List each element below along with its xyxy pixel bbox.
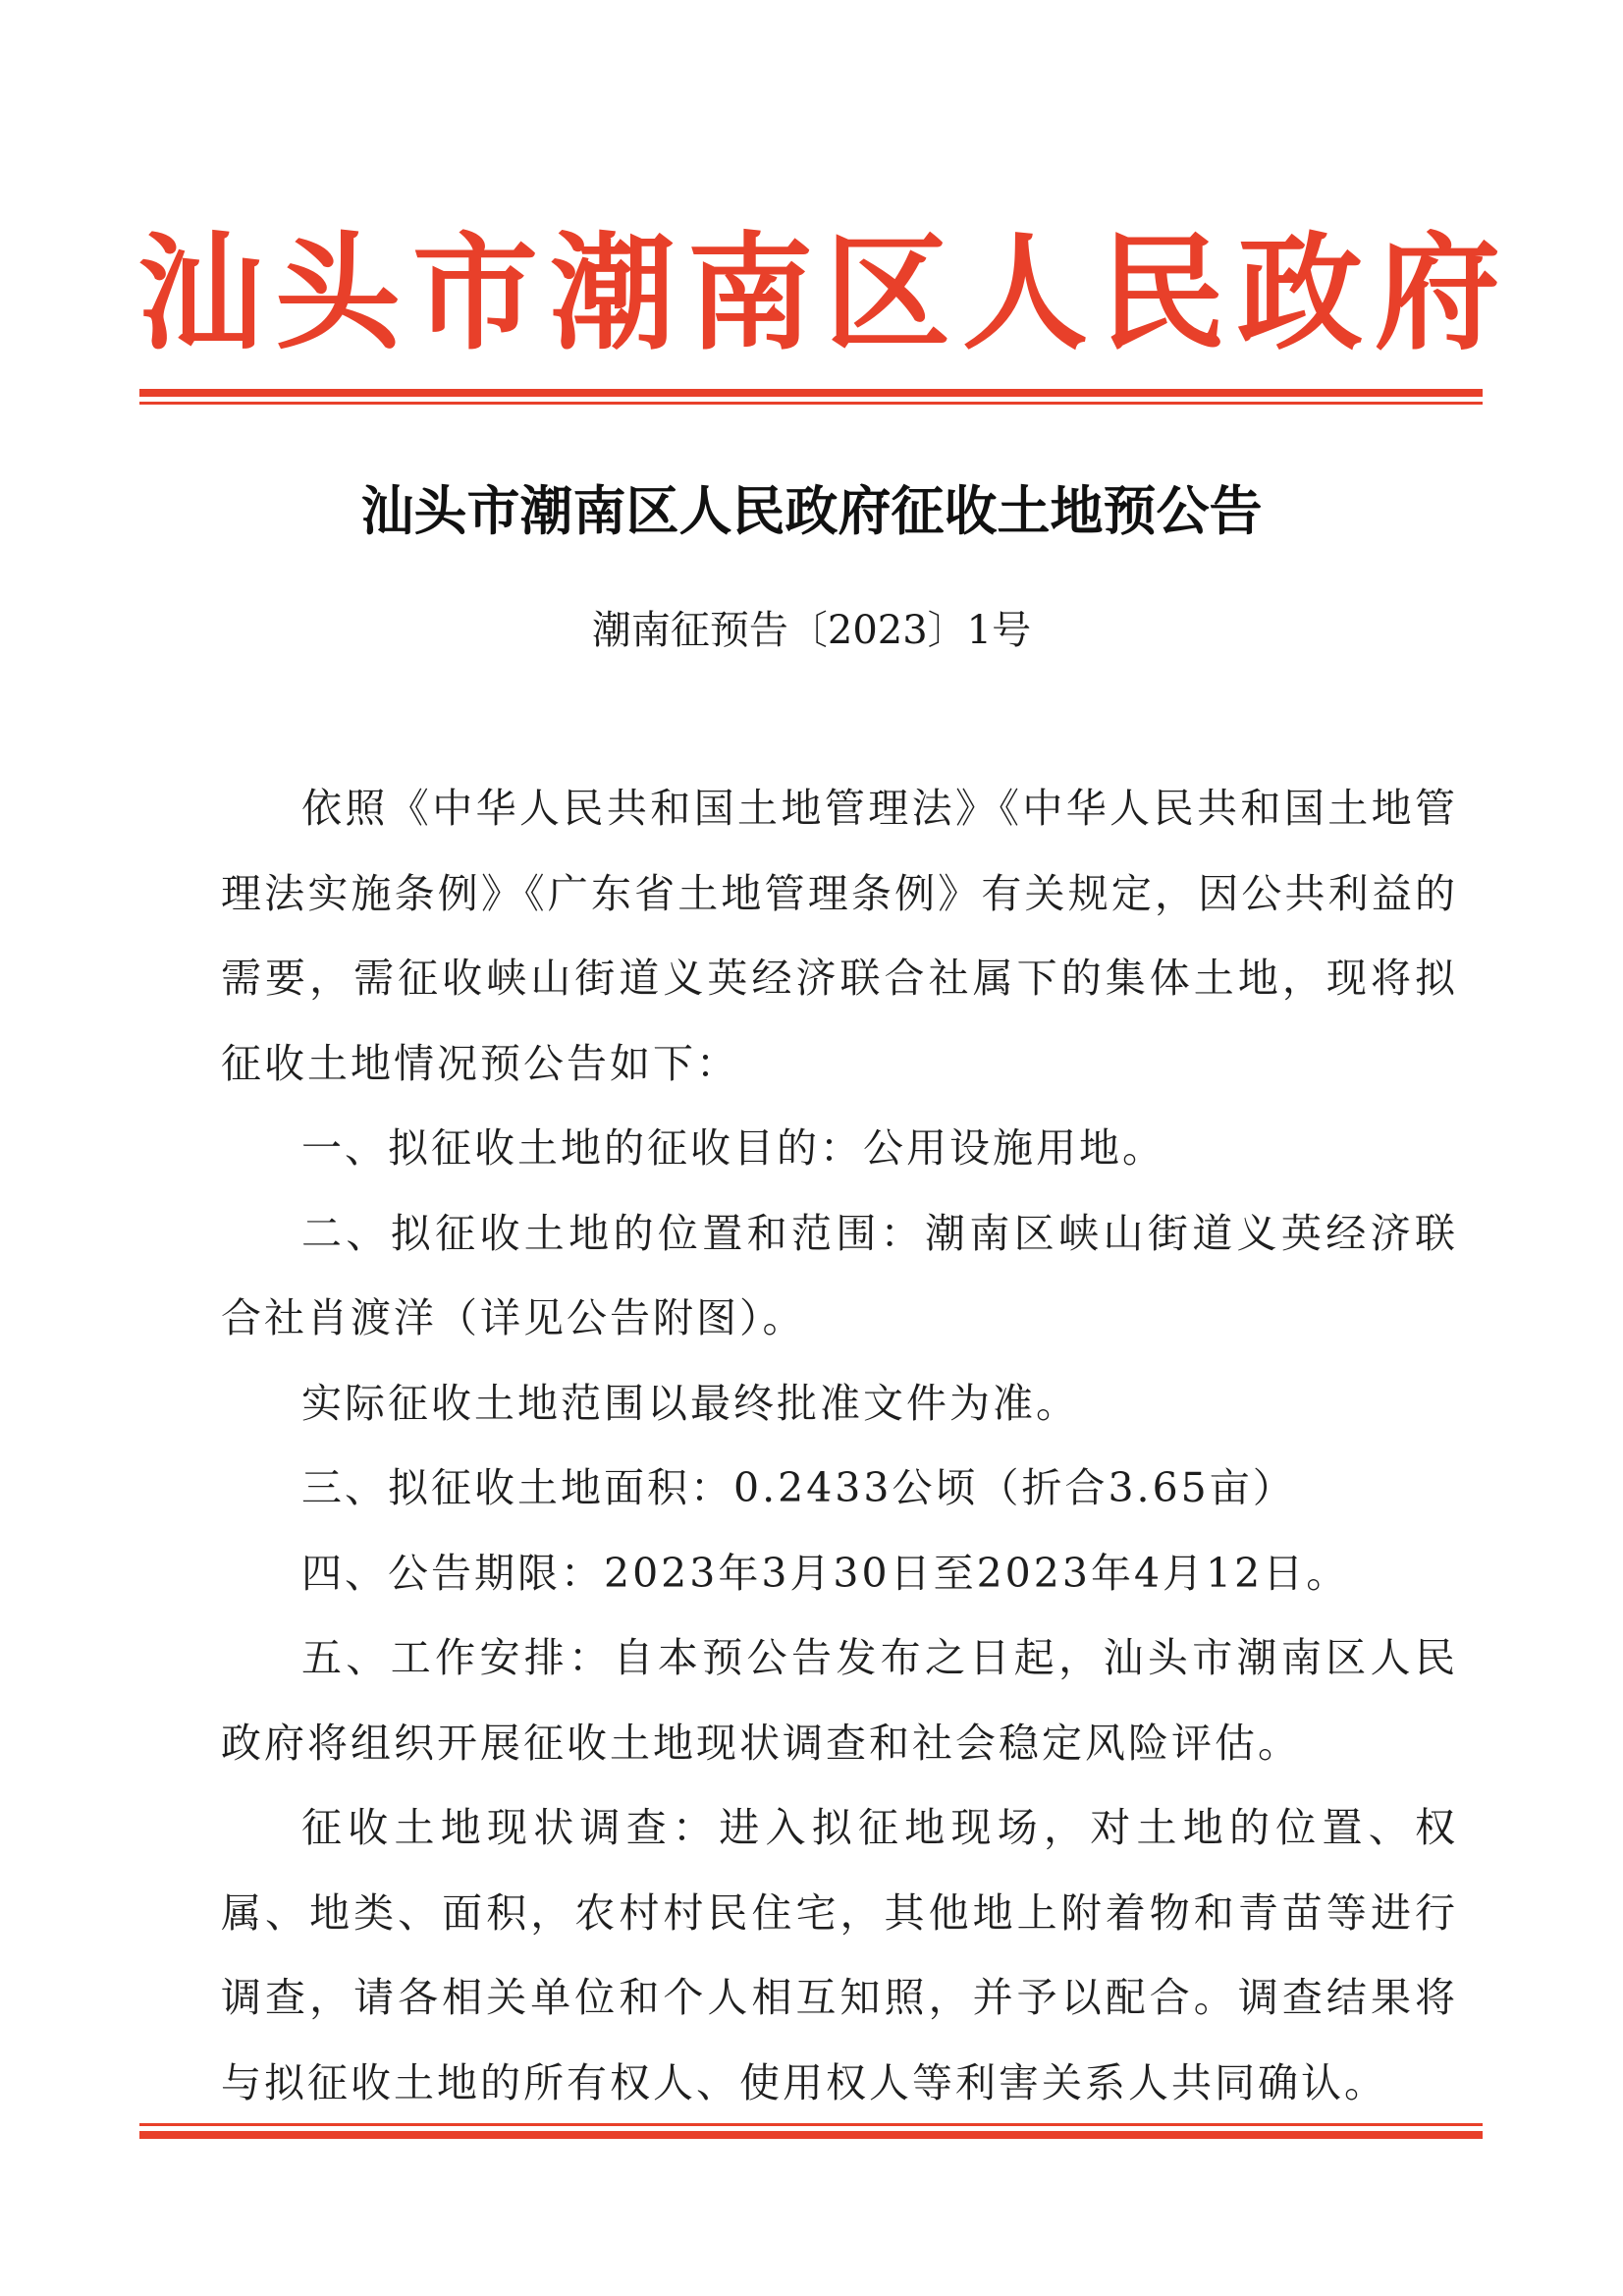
paragraph-period: 四、公告期限：2023年3月30日至2023年4月12日。 [301, 1549, 1350, 1597]
paragraph-purpose: 一、拟征收土地的征收目的：公用设施用地。 [301, 1124, 1165, 1172]
header-rule-thin [139, 402, 1483, 405]
paragraph-area: 三、拟征收土地面积：0.2433公顷（折合3.65亩） [301, 1464, 1296, 1511]
header-red-rule [139, 389, 1483, 405]
footer-red-rule [139, 2123, 1483, 2139]
header-rule-thick [139, 389, 1483, 397]
paragraph-location: 二、拟征收土地的位置和范围：潮南区峡山街道义英经济联合社肖渡洋（详见公告附图）。 [221, 1209, 1458, 1341]
paragraph-survey: 征收土地现状调查：进入拟征地现场，对土地的位置、权属、地类、面积，农村村民住宅，其他地上附着物和青苗等进行调查，请各相关单位和个人相互知照，并予以配合。调查结果将与拟征收土地的所有权人、使用权人等利害关系人共同确认。 [221, 1804, 1458, 2106]
footer-rule-thick [139, 2131, 1483, 2139]
paragraph-scope-note: 实际征收土地范围以最终批准文件为准。 [301, 1379, 1079, 1427]
paragraph-intro: 依照《中华人民共和国土地管理法》《中华人民共和国土地管理法实施条例》《广东省土地管理条例》有关规定，因公共利益的需要，需征收峡山街道义英经济联合社属下的集体土地，现将拟征收土地情况预公告如下： [221, 785, 1458, 1087]
paragraph-arrangement: 五、工作安排：自本预公告发布之日起，汕头市潮南区人民政府将组织开展征收土地现状调查和社会稳定风险评估。 [221, 1634, 1458, 1767]
notice-number: 潮南征预告〔2023〕1号 [591, 608, 1032, 653]
notice-title: 汕头市潮南区人民政府征收土地预公告 [360, 479, 1263, 542]
masthead-title: 汕头市潮南区人民政府 [137, 221, 1513, 367]
notice-body [221, 766, 1458, 2125]
